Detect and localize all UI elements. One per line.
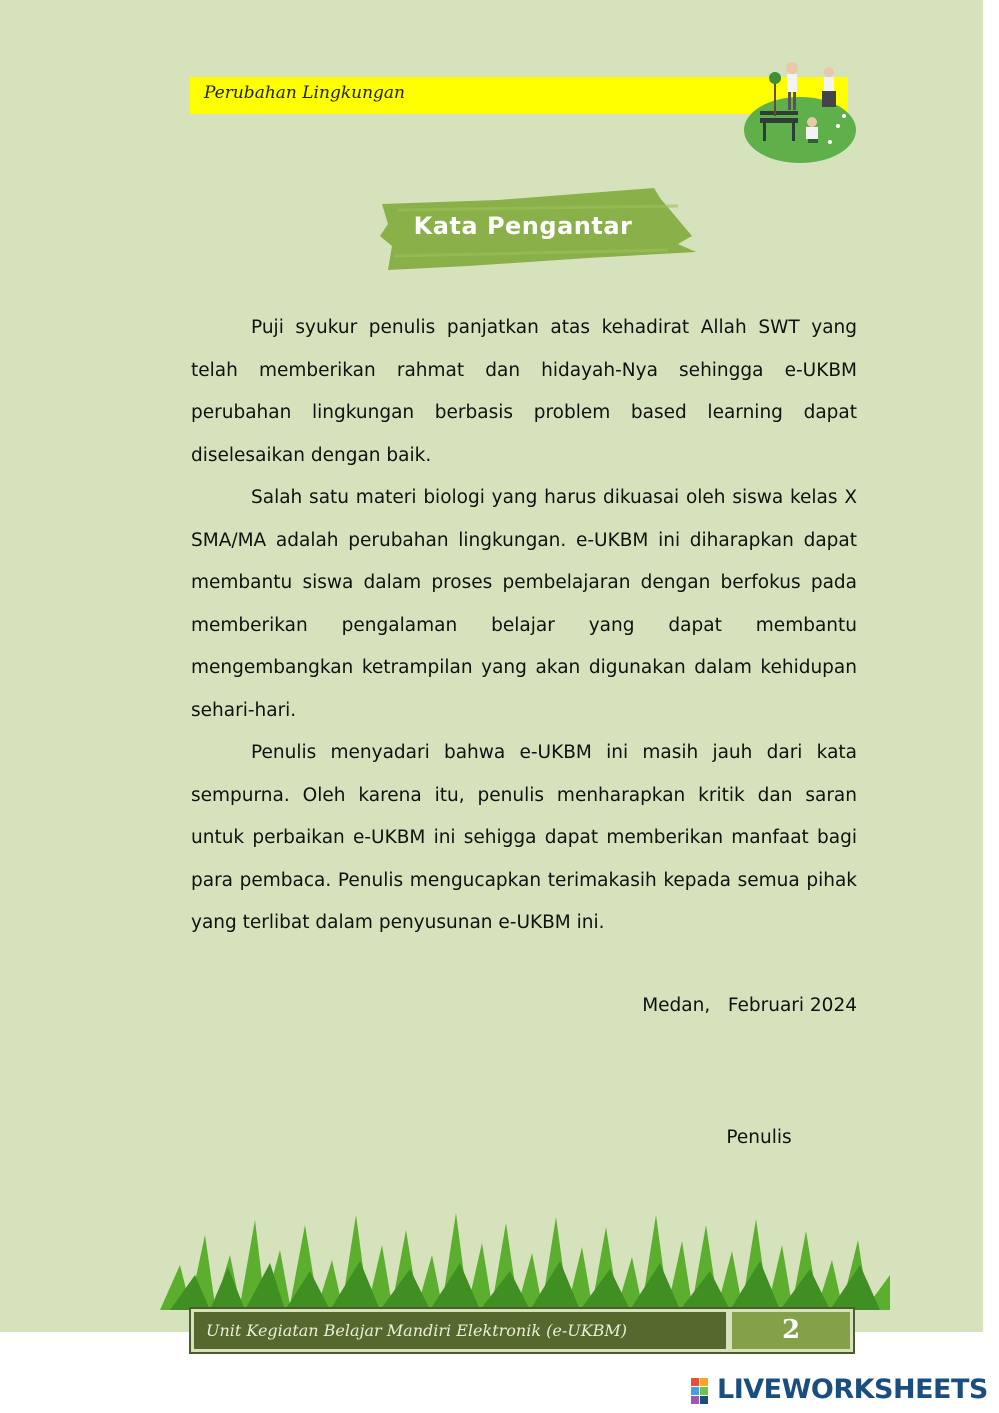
page-title: Kata Pengantar <box>413 212 633 240</box>
page-number-panel <box>732 1312 850 1349</box>
preface-body <box>191 307 857 945</box>
footer-bar <box>189 1307 855 1354</box>
liveworksheets-grid-icon <box>691 1378 717 1404</box>
signature-name: Penulis <box>726 1127 792 1148</box>
liveworksheets-logo <box>691 1374 991 1406</box>
page-number: 2 <box>781 1315 801 1345</box>
footer-title-panel <box>194 1312 726 1349</box>
paragraph: Penulis menyadari bahwa e-UKBM ini masih jauh dari kata sempurna. Oleh karena itu, penulis menharapkan kritik dan saran untuk perbaikan e-UKBM ini sehigga dapat memberikan manfaat bagi para pembaca. Penulis mengucapkan terimakasih kepada semua pihak yang terlibat dalam penyusunan e-UKBM ini. <box>191 742 857 933</box>
environment-cleanup-illustration <box>742 56 858 164</box>
header-title: Perubahan Lingkungan <box>204 83 405 103</box>
liveworksheets-wordmark: LIVEWORKSHEETS <box>717 1374 988 1405</box>
paragraph: Puji syukur penulis panjatkan atas kehadirat Allah SWT yang telah memberikan rahmat dan hidayah-Nya sehingga e-UKBM perubahan lingkungan berbasis problem based learning dapat diselesaikan dengan baik. <box>191 317 857 466</box>
footer-title: Unit Kegiatan Belajar Mandiri Elektronik (e-UKBM) <box>206 1321 628 1340</box>
signature-date: Medan, Februari 2024 <box>642 995 857 1016</box>
grass-decoration <box>160 1205 890 1310</box>
paragraph: Salah satu materi biologi yang harus dikuasai oleh siswa kelas X SMA/MA adalah perubahan lingkungan. e-UKBM ini diharapkan dapat membantu siswa dalam proses pembelajaran dengan berfokus pada memberikan pengalaman belajar yang dapat membantu mengembangkan ketrampilan yang akan digunakan dalam kehidupan sehari-hari. <box>191 487 857 721</box>
